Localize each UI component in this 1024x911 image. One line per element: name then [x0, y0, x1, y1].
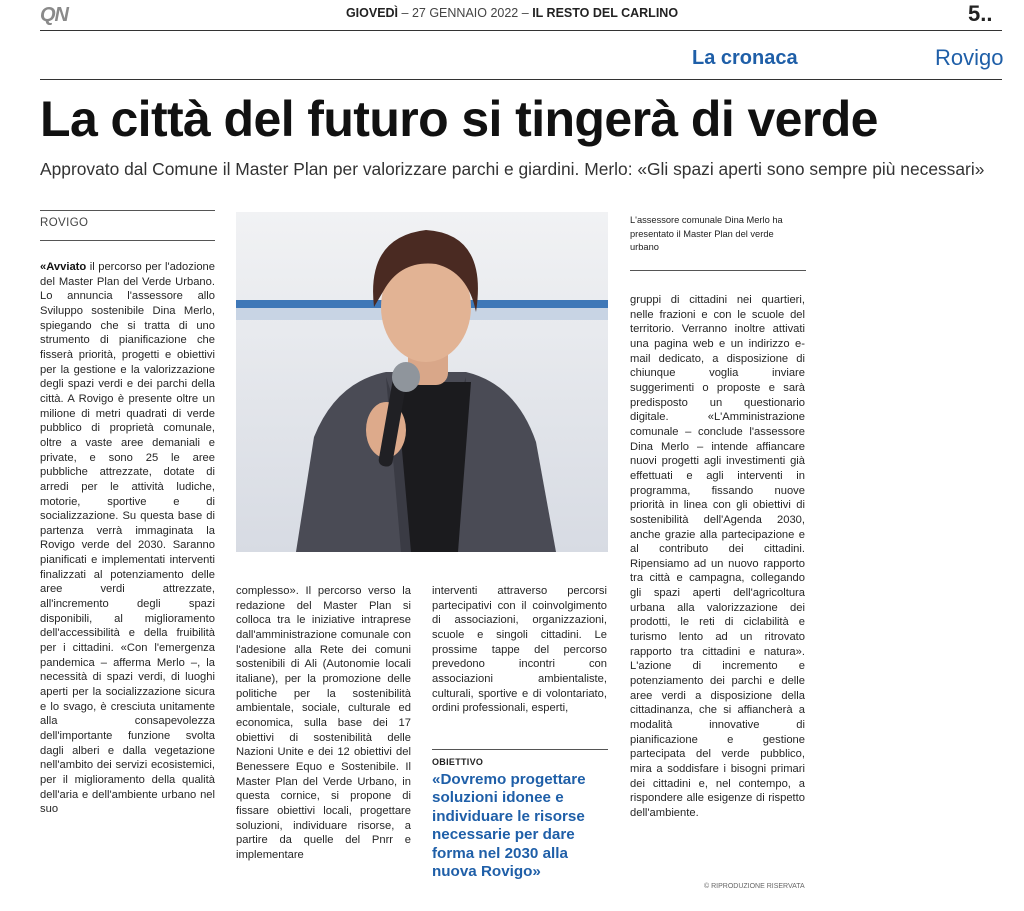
- pull-quote: «Dovremo progettare soluzioni idonee e individuare le risorse necessarie per dare forma nel 2030 alla nuova Rovigo»: [432, 771, 586, 881]
- date-separator-2: –: [521, 6, 529, 20]
- article-headline: La città del futuro si tingerà di verde: [40, 91, 878, 147]
- caption-rule: [630, 270, 806, 271]
- section-label: La cronaca: [692, 47, 798, 69]
- column-rule: [40, 240, 215, 241]
- article-column-4: gruppi di cittadini nei quartieri, nelle frazioni e con le scuole del territorio. Verranno inoltre attivati una pagina web e un indirizzo e-mail dedicato, a disposizione di chiunque voglia inviare suggerimenti o proposte e sarà predisposto un questionario digitale. «L'Amministrazione comunale – conclude l'assessore Dina Merlo – intende affiancare nuovi progetti agli investimenti già effettuati e agli interventi in programma, fissando nuove priorità in linea con gli obiettivi di sostenibilità dell'Agenda 2030, anche grazie alla partecipazione e al contributo dei cittadini. Ripensiamo ad un nuovo rapporto tra città e campagna, collegando gli spazi aperti dell'agricoltura urbana alla valorizzazione dei prodotti, le reti di ciclabilità e turismo lento ad un ritrovato rapporto tra cittadini e natura». L'azione di incremento e potenziamento dei parchi e delle aree verdi a disposizione della cittadinanza, che si affiancherà a modalità innovative di pianificazione e gestione partecipata del verde pubblico, mira a soddisfare i bisogni primari dei cittadini e, nel contempo, a rispondere alle esigenze di rispetto dell'ambiente.: [630, 294, 805, 819]
- lead-word: «Avviato: [40, 261, 87, 273]
- photo-caption: L'assessore comunale Dina Merlo ha presentato il Master Plan del verde urbano: [630, 215, 783, 252]
- article-subheadline: Approvato dal Comune il Master Plan per valorizzare parchi e giardini. Merlo: «Gli spazi aperti sono sempre più necessari»: [40, 159, 985, 179]
- column-1-text: il percorso per l'adozione del Master Plan del Verde Urbano. Lo annuncia l'assessore allo Sviluppo sostenibile Dina Merlo, spiegando che si tratta di uno strumento di pianificazione che fisserà priorità, progetti e obiettivi per la gestione e la valorizzazione degli spazi verdi e dei parchi della città. A Rovigo è presente oltre un milione di metri quadrati di verde pubblico di proprietà comunale, oltre a vaste aree demaniali e private, e sono 25 le aree pubbliche attrezzate, dotate di arredi per le attività ludiche, motorie, sportive e di socializzazione. Su questa base di partenza verrà immaginata la Rovigo verde del 2030. Saranno pianificati e implementati interventi finalizzati al potenziamento delle aree verdi attrezzate, all'incremento degli spazi disponibili, al miglioramento dell'accessibilità e della fruibilità per i cittadini. «Con l'emergenza pandemica – afferma Merlo –, la necessità di spazi verdi, di luoghi aperti per la socializzazione sicura e lo svago, è cresciuta unitamente alla consapevolezza dell'importante funzione svolta dagli alberi e dalla vegetazione nell'ambito dei servizi ecosistemici, per il miglioramento della qualità dell'aria e dell'ambiente urbano nel suo: [40, 261, 215, 816]
- date-separator: –: [401, 6, 409, 20]
- section-rule: [40, 79, 1002, 80]
- weekday: GIOVEDÌ: [345, 6, 399, 20]
- article-column-3: interventi attraverso percorsi partecipativi con il coinvolgimento di associazioni, organizzazioni, scuole e singoli cittadini. Le prossime tappe del percorso prevedono incontri con associazioni ambientaliste, culturali, sportive e di volontariato, ordini professionali, esperti,: [432, 585, 607, 715]
- article-photo: [236, 212, 608, 552]
- newspaper-name: IL RESTO DEL CARLINO: [532, 6, 679, 20]
- article-column-2: complesso». Il percorso verso la redazione del Master Plan si colloca tra le iniziative intraprese dall'amministrazione comunale con l'adesione alla Rete dei comuni sostenibili di Ali (Autonomie locali italiane), per la promozione delle politiche per la sostenibilità ambientale, sociale, culturale ed economica, sulla base dei 17 obiettivi di sostenibilità delle Nazioni Unite e dei 12 obiettivi del Benessere Equo e Sostenibile. Il Master Plan del Verde Urbano, in questa cornice, si propone di fissare obiettivi locali, progettare soluzioni, individuare risorse, a partire da quelle del Pnrr e implementare: [236, 585, 411, 861]
- masthead-dateline: [0, 6, 1024, 20]
- box-rule: [432, 749, 608, 750]
- photo-illustration: [236, 212, 608, 552]
- publisher-logo: QN: [40, 4, 68, 26]
- article-dateline: ROVIGO: [40, 217, 89, 229]
- copyright-notice: © RIPRODUZIONE RISERVATA: [704, 883, 805, 890]
- issue-date: 27 GENNAIO 2022: [411, 6, 519, 20]
- column-rule: [40, 210, 215, 211]
- masthead-rule: [40, 30, 1002, 31]
- article-column-1: [40, 260, 215, 817]
- page-number: 5..: [968, 1, 993, 26]
- section-city: Rovigo: [935, 45, 1004, 70]
- box-label: OBIETTIVO: [432, 757, 484, 767]
